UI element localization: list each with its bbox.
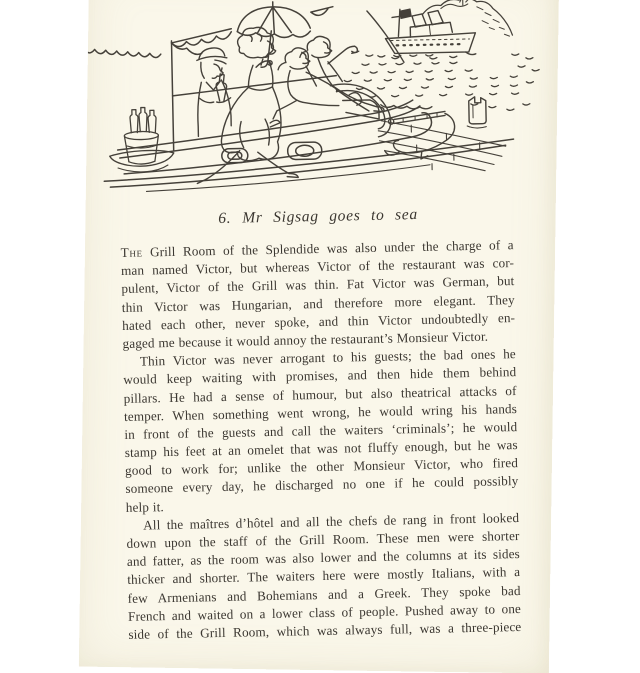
- text-line: side of the Grill Room, which was always full, was a three-piece: [128, 618, 522, 642]
- page-content: [79, 0, 559, 645]
- island-drawing: [423, 0, 513, 38]
- text-line: Thin Victor was never arrogant to his guests; the bad ones he: [139, 346, 516, 369]
- sea-waves-drawing: [84, 47, 161, 59]
- book-page: [79, 0, 559, 673]
- chapter-title-text: Mr Sigsag goes to sea: [242, 206, 419, 227]
- woman-shading-eyes-drawing: [299, 35, 384, 113]
- chapter-number: 6.: [218, 209, 232, 228]
- text-line: All the maîtres d’hôtel and all the chefs de rang in front looked: [143, 509, 520, 533]
- text-line: thicker and shorter. The waiters here were mostly Italians, with a: [127, 564, 521, 588]
- text-line: stamp his feet at an omelet that was not fluffy enough, but he was: [124, 437, 518, 461]
- chapter-illustration: [79, 0, 553, 201]
- text-line: help it.: [125, 498, 164, 515]
- text-line: hated each other, never spoke, and thin Victor undoubtedly en-: [122, 309, 516, 333]
- text-line: The Grill Room of the Splendide was also under the charge of a: [120, 237, 514, 260]
- text-line: and fatter, as the room was also lower and the columns at its sides: [126, 546, 520, 570]
- lead-word: The: [120, 244, 143, 260]
- cleat-drawing: [467, 97, 487, 129]
- text-line: pulent, Victor of the Grill was thin. Fat Victor was German, but: [121, 273, 515, 297]
- text-line: few Armenians and Bohemians and a Greek. They spoke bad: [127, 582, 521, 606]
- text-line: good to work for; unlike the other Monsieur Victor, who fired: [124, 455, 519, 479]
- text-line: French and waited on a lower class of people. Pushed away to one: [127, 600, 522, 624]
- chapter-title: [83, 203, 553, 230]
- text-line: gaged me because it would annoy the restaurant’s Monsieur Victor.: [122, 328, 489, 351]
- text-line: down upon the staff of the Grill Room. These men were shorter: [126, 528, 520, 551]
- text-line: would keep waiting with promises, and then hide them behind: [123, 364, 517, 388]
- text-line: thin Victor was Hungarian, and therefore more elegant. They: [121, 291, 515, 315]
- text-line: pillars. He had a sense of humour, but also theatrical attacks of: [123, 382, 517, 406]
- seated-woman-drawing: [269, 47, 340, 127]
- text-line: someone every day, he discharged no one if he could possibly: [125, 473, 519, 497]
- far-gunwale-drawing: [172, 76, 336, 96]
- champagne-bucket-dinghy-drawing: [109, 107, 174, 173]
- body-text: [121, 236, 522, 644]
- text-line: in front of the guests and call the waiters ‘criminals’; he would: [124, 418, 518, 442]
- deck-planks-drawing: [378, 102, 506, 173]
- water-dashes-drawing: [344, 48, 540, 114]
- steamship-drawing: [385, 4, 476, 56]
- text-line: man named Victor, but whereas Victor of the restaurant was cor-: [120, 255, 515, 279]
- text-line: temper. When something went wrong, he would wring his hands: [123, 400, 518, 424]
